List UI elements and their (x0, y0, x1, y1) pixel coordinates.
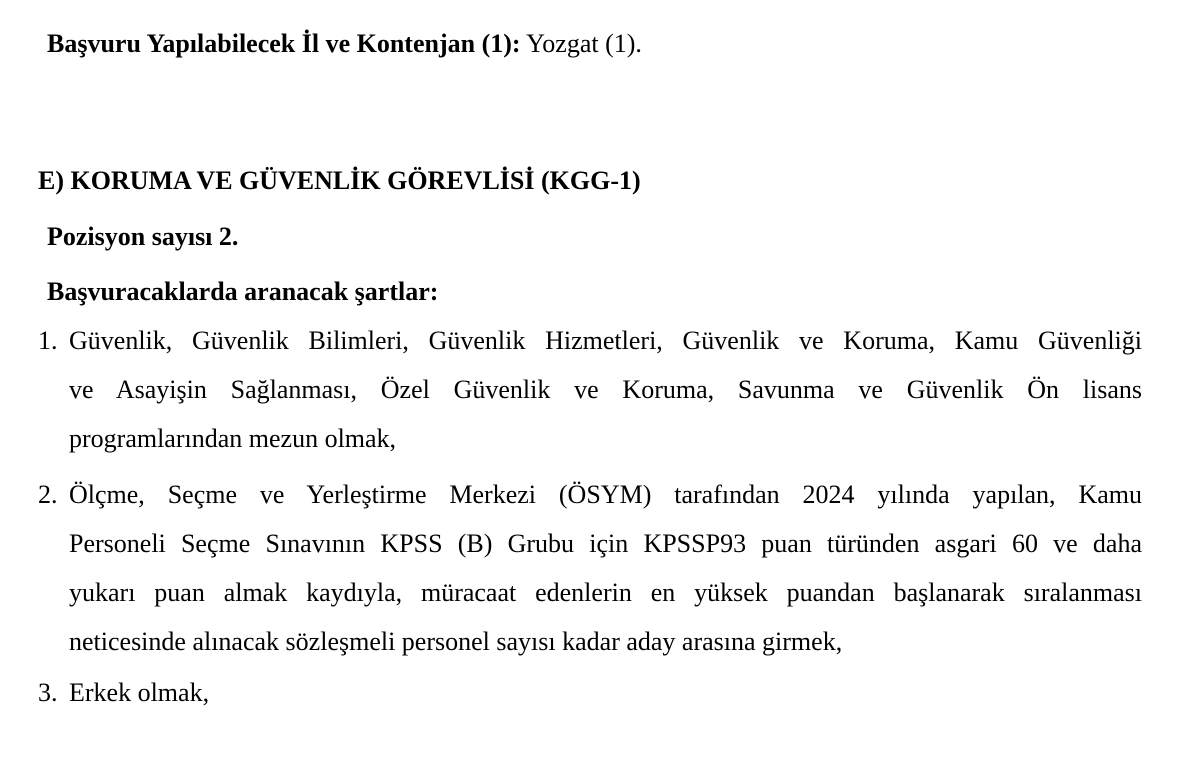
quota-value: Yozgat (1). (526, 29, 642, 58)
requirements-heading: Başvuracaklarda aranacak şartlar: (47, 277, 439, 306)
quota-label: Başvuru Yapılabilecek İl ve Kontenjan (1): (47, 29, 521, 58)
section-title: E) KORUMA VE GÜVENLİK GÖREVLİSİ (KGG-1) (38, 166, 641, 195)
requirement-2-line-2: Personeli Seçme Sınavının KPSS (B) Grubu için KPSSP93 puan türünden asgari 60 ve daha (69, 529, 1142, 558)
requirement-1-line-1: Güvenlik, Güvenlik Bilimleri, Güvenlik Hizmetleri, Güvenlik ve Koruma, Kamu Güvenliği (69, 326, 1142, 355)
requirement-1-number: 1. (38, 326, 58, 355)
requirement-2-line-3: yukarı puan almak kaydıyla, müracaat edenlerin en yüksek puandan başlanarak sıralanması (69, 578, 1142, 607)
requirement-2-line-1: Ölçme, Seçme ve Yerleştirme Merkezi (ÖSYM) tarafından 2024 yılında yapılan, Kamu (69, 480, 1142, 509)
requirement-2-line-4: neticesinde alınacak sözleşmeli personel sayısı kadar aday arasına girmek, (69, 627, 843, 656)
requirement-2-number: 2. (38, 480, 58, 509)
requirement-1-line-3: programlarından mezun olmak, (69, 424, 397, 453)
quota-line (47, 31, 642, 57)
requirement-1-line-2: ve Asayişin Sağlanması, Özel Güvenlik ve Koruma, Savunma ve Güvenlik Ön lisans (69, 375, 1142, 404)
position-count: Pozisyon sayısı 2. (47, 222, 239, 251)
requirement-3-line-1: Erkek olmak, (69, 678, 210, 707)
requirement-3-number: 3. (38, 678, 58, 707)
